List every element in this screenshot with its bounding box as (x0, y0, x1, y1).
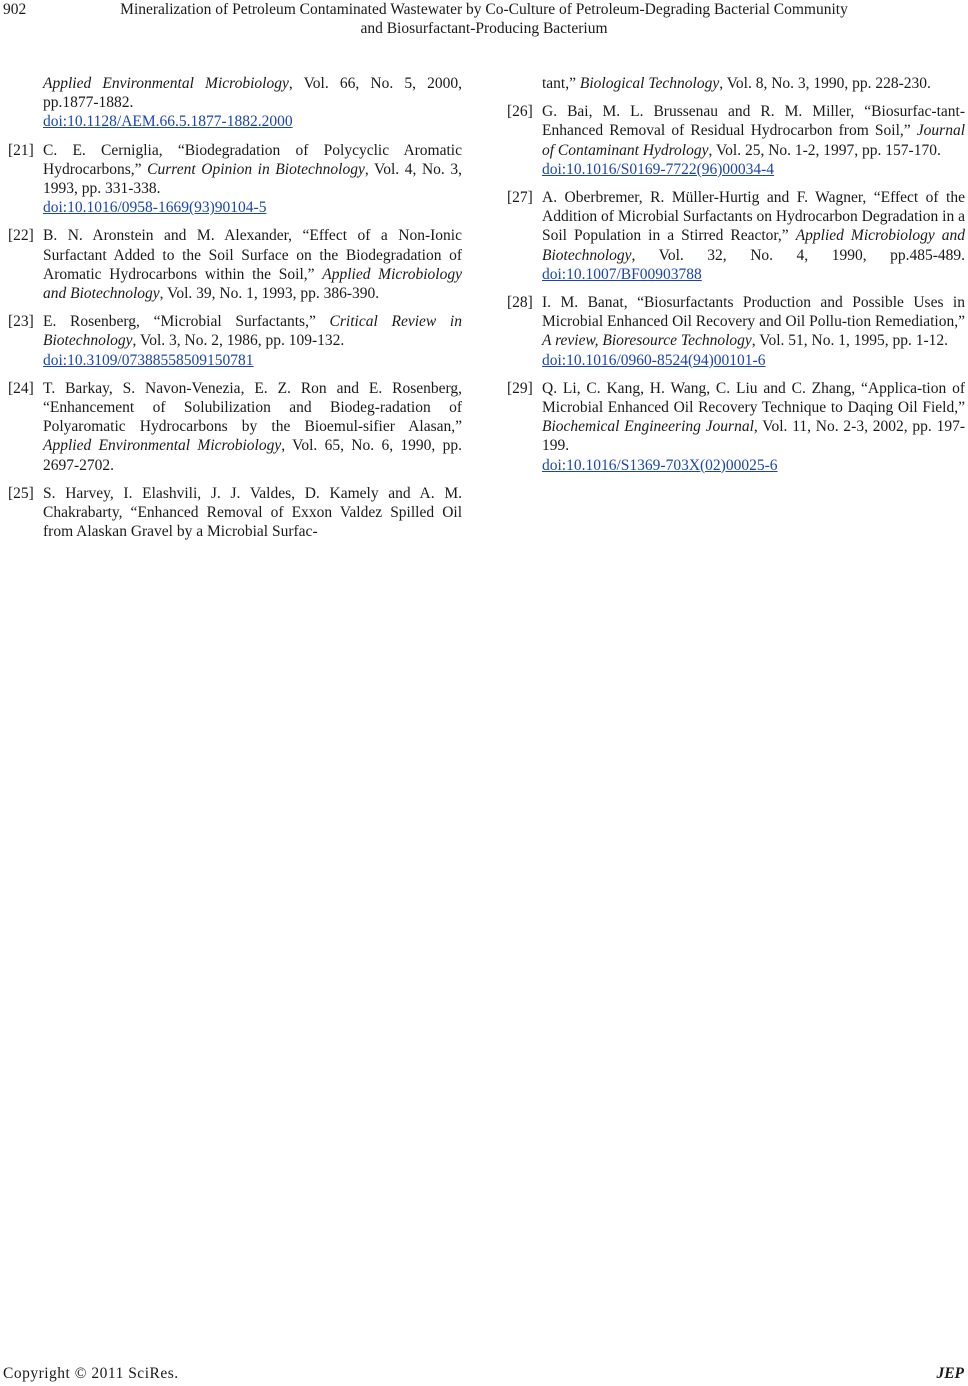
ref25-details: , Vol. 8, No. 3, 1990, pp. 228-230. (719, 75, 931, 92)
ref29-number: [29] (507, 379, 533, 397)
page-number: 902 (3, 1, 27, 18)
ref26-number: [26] (507, 103, 533, 121)
right-column (507, 74, 965, 484)
ref21-journal: Current Opinion in Biotechnology (147, 160, 365, 178)
ref28-details: , Vol. 51, No. 1, 1995, pp. 1-12. (751, 332, 948, 350)
ref26-details: , Vol. 25, No. 1-2, 1997, pp. 157-170. (708, 141, 941, 159)
ref25-number: [25] (8, 484, 34, 502)
ref22-number: [22] (8, 227, 34, 245)
reference-21 (8, 141, 462, 218)
reference-22 (8, 226, 462, 303)
ref27-number: [27] (507, 189, 533, 207)
ref29-details: , Vol. 11, No. 2-3, 2002, pp. 197-199. (542, 418, 965, 455)
ref21-number: [21] (8, 141, 34, 159)
running-title (40, 0, 928, 38)
reference-29 (507, 379, 965, 475)
ref27-authors-title: A. Oberbremer, R. Müller-Hurtig and F. Wagner, “Effect of the Addition of Microbial Surfactants on Hydrocarbon Degradation in a Soil Population in a Stirred Reactor,” (542, 189, 965, 245)
ref27-journal: Applied Microbiology and Biotechnology (542, 227, 965, 264)
ref28-authors-title: I. M. Banat, “Biosurfactants Production and Possible Uses in Microbial Enhanced Oil Recovery and Oil Pollu-tion Remediation,” (542, 294, 965, 331)
reference-27 (507, 188, 965, 284)
ref21-authors-title: C. E. Cerniglia, “Biodegradation of Polycyclic Aromatic Hydrocarbons,” (43, 141, 462, 178)
ref26-authors-title: G. Bai, M. L. Brussenau and R. M. Miller, “Biosurfac-tant-Enhanced Removal of Residual Hydrocarbon from Soil,” (542, 103, 965, 140)
ref23-details: , Vol. 3, No. 2, 1986, pp. 109-132. (132, 332, 345, 350)
ref20-doi-link[interactable]: doi:10.1128/AEM.66.5.1877-1882.2000 (43, 113, 293, 131)
ref29-authors-title: Q. Li, C. Kang, H. Wang, C. Liu and C. Zhang, “Applica-tion of Microbial Enhanced Oil Recovery Technique to Daqing Oil Field,” (542, 379, 965, 417)
reference-20-continued (8, 74, 462, 132)
reference-24 (8, 379, 462, 475)
page-footer (0, 1364, 968, 1384)
running-title-line-2: and Biosurfactant-Producing Bacterium (360, 20, 608, 37)
ref27-details: , Vol. 32, No. 4, 1990, pp.485-489. (631, 246, 965, 264)
ref29-doi-link[interactable]: doi:10.1016/S1369-703X(02)00025-6 (542, 456, 778, 474)
ref22-authors-title: B. N. Aronstein and M. Alexander, “Effect of a Non-Ionic Surfactant Added to the Soil Surface on the Biodegradation of Aromatic Hydrocarbons within the Soil,” (43, 227, 462, 283)
ref23-doi-link[interactable]: doi:10.3109/07388558509150781 (43, 351, 254, 369)
ref24-authors-title: T. Barkay, S. Navon-Venezia, E. Z. Ron and E. Rosenberg, “Enhancement of Solubilization and Biodeg-radation of Polyaromatic Hydrocarbons by the Bioemul-sifier Alasan,” (43, 379, 462, 436)
ref28-doi-link[interactable]: doi:10.1016/0960-8524(94)00101-6 (542, 351, 766, 369)
running-title-line-1: Mineralization of Petroleum Contaminated Wastewater by Co-Culture of Petroleum-Degrading Bacterial Community (120, 1, 848, 18)
ref29-journal: Biochemical Engineering Journal (542, 418, 754, 436)
ref20-journal: Applied Environmental Microbiology (43, 75, 289, 92)
ref20-details: , Vol. 66, No. 5, 2000, pp.1877-1882. (43, 75, 463, 112)
ref24-journal: Applied Environmental Microbiology (43, 437, 282, 455)
reference-26 (507, 102, 965, 179)
reference-23 (8, 312, 462, 370)
journal-abbreviation: JEP (936, 1365, 964, 1382)
reference-25 (8, 484, 462, 542)
ref23-number: [23] (8, 313, 34, 331)
left-column (8, 74, 462, 550)
ref27-doi-link[interactable]: doi:10.1007/BF00903788 (542, 265, 702, 283)
ref25-authors-title: S. Harvey, I. Elashvili, J. J. Valdes, D. Kamely and A. M. Chakrabarty, “Enhanced Removal of Exxon Valdez Spilled Oil from Alaskan Gravel by a Microbial Surfac- (43, 484, 462, 541)
ref23-journal: Critical Review in Biotechnology (43, 313, 462, 350)
ref28-journal: A review, Bioresource Technology (542, 332, 752, 350)
reference-25-continued (507, 74, 965, 93)
ref26-doi-link[interactable]: doi:10.1016/S0169-7722(96)00034-4 (542, 160, 775, 178)
ref24-number: [24] (8, 379, 34, 397)
ref26-journal: Journal of Contaminant Hydrology (542, 122, 965, 159)
ref22-journal: Applied Microbiology and Biotechnology (43, 265, 462, 303)
copyright-notice: Copyright © 2011 SciRes. (3, 1365, 179, 1382)
ref24-details: , Vol. 65, No. 6, 1990, pp. 2697-2702. (43, 437, 462, 474)
ref22-details: , Vol. 39, No. 1, 1993, pp. 386-390. (159, 285, 380, 303)
page-header (0, 0, 968, 44)
ref25-journal: Biological Technology (579, 75, 720, 92)
ref21-details: , Vol. 4, No. 3, 1993, pp. 331-338. (43, 160, 462, 198)
ref28-number: [28] (507, 294, 533, 312)
ref25-title-end: tant,” (542, 75, 580, 92)
reference-28 (507, 293, 965, 370)
ref21-doi-link[interactable]: doi:10.1016/0958-1669(93)90104-5 (43, 199, 267, 217)
ref23-authors-title: E. Rosenberg, “Microbial Surfactants,” (43, 313, 330, 331)
